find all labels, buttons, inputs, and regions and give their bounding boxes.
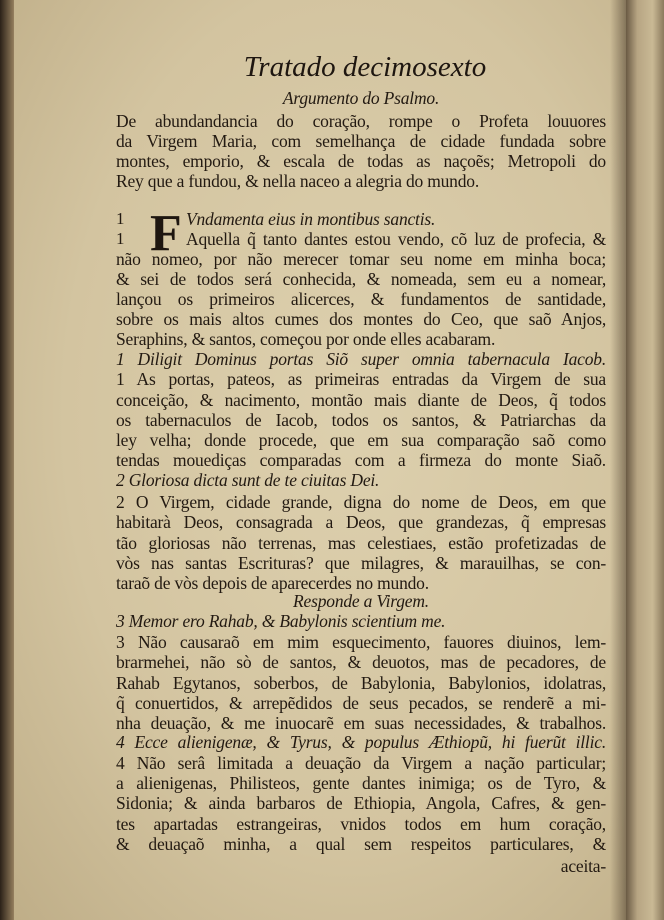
text-line: a alienigenas, Philisteos, gente dantes inimiga; os de Tyro, & — [116, 773, 606, 793]
text-line: Rey que a fundou, & nella naceo a alegria do mundo. — [116, 171, 480, 191]
text-line: Seraphins, & santos, começou por onde elles acabaram. — [116, 329, 496, 349]
text-line: & sei de todos será conhecida, & nomeada, sem eu a nomear, — [116, 269, 606, 289]
drop-cap: F — [150, 205, 182, 262]
text-line: & deuaçaõ minha, a qual sem respeitos particulares, & — [116, 834, 606, 854]
latin-verse: 2 Gloriosa dicta sunt de te ciuitas Dei. — [116, 470, 380, 490]
text-line: montes, emporio, & escala de todas as naçoẽs; Metropoli do — [116, 151, 606, 171]
argument-heading: Argumento do Psalmo. — [282, 88, 440, 108]
text-line: q̃ conuertidos, & arrepẽdidos de seus pecados, se renderẽ a mi- — [116, 693, 606, 713]
latin-verse: 3 Memor ero Rahab, & Babylonis scientium me. — [116, 611, 446, 631]
text-line: Rahab Egytanos, soberbos, de Babylonia, Babylonios, idolatras, — [116, 673, 606, 693]
verse-number: 1 — [116, 209, 125, 228]
facing-page-edge — [626, 0, 664, 920]
text-line: nha deuação, & me inuocarẽ em suas necessidades, & trabalhos. — [116, 713, 606, 733]
text-line: não nomeo, por não merecer tomar seu nome em minha boca; — [116, 249, 606, 269]
text-line: conceição, & nacimento, montão mais diante de Deos, q̃ todos — [116, 390, 606, 410]
running-title: Tratado decimosexto — [243, 51, 487, 83]
latin-verse: 1 Diligit Dominus portas Siõ super omnia tabernacula Iacob. — [116, 349, 606, 369]
text-line: os tabernaculos de Iacob, todos os santos, & Patriarchas da — [116, 410, 606, 430]
text-line: habitarà Deos, consagrada a Deos, que grandezas, q̃ empresas — [116, 512, 606, 532]
text-line: brarmehei, não sò de santos, & deuotos, mas de pecadores, de — [116, 652, 606, 672]
text-line: tão gloriosas não terrenas, mas celestiaes, estão profetizadas de — [116, 533, 606, 553]
text-line: vòs nas santas Escrituras? que milagres, & marauilhas, se con- — [116, 553, 606, 573]
latin-verse: 4 Ecce alienigenæ, & Tyrus, & populus Æthiopũ, hi fuerũt illic. — [116, 732, 606, 752]
text-line: De abundandancia do coração, rompe o Profeta louuores — [116, 111, 606, 131]
text-line: taraõ de vòs depois de aparecerdes no mundo. — [116, 573, 429, 593]
text-line: ley velha; donde procede, que em sua comparação saõ como — [116, 430, 606, 450]
latin-verse: Vndamenta eius in montibus sanctis. — [186, 209, 436, 229]
text-line: 2 O Virgem, cidade grande, digna do nome de Deos, em que — [116, 492, 606, 512]
text-line: 1 As portas, pateos, as primeiras entradas da Virgem de sua — [116, 369, 606, 389]
text-line: Sidonia; & ainda barbaros de Ethiopia, Angola, Cafres, & gen- — [116, 793, 606, 813]
verse-number: 1 — [116, 229, 125, 248]
text-line: tes apartadas estrangeiras, vnidos todos em hum coração, — [116, 814, 606, 834]
text-line: Aquella q̃ tanto dantes estou vendo, cõ luz de profecia, & — [186, 229, 606, 249]
text-line: tendas mouediças comparadas com a firmeza do monte Siaõ. — [116, 450, 606, 470]
text-line: da Virgem Maria, com semelhança de cidade fundada sobre — [116, 131, 606, 151]
section-heading: Responde a Virgem. — [293, 591, 429, 611]
text-line: 3 Não causaraõ em mim esquecimento, fauores diuinos, lem- — [116, 632, 606, 652]
catchword: aceita- — [560, 856, 606, 876]
text-line: lançou os primeiros alicerces, & fundamentos de santidade, — [116, 289, 606, 309]
text-line: 4 Não serâ limitada a deuação da Virgem a nação particular; — [116, 753, 606, 773]
text-line: sobre os mais altos cumes dos montes do Ceo, que saõ Anjos, — [116, 309, 606, 329]
